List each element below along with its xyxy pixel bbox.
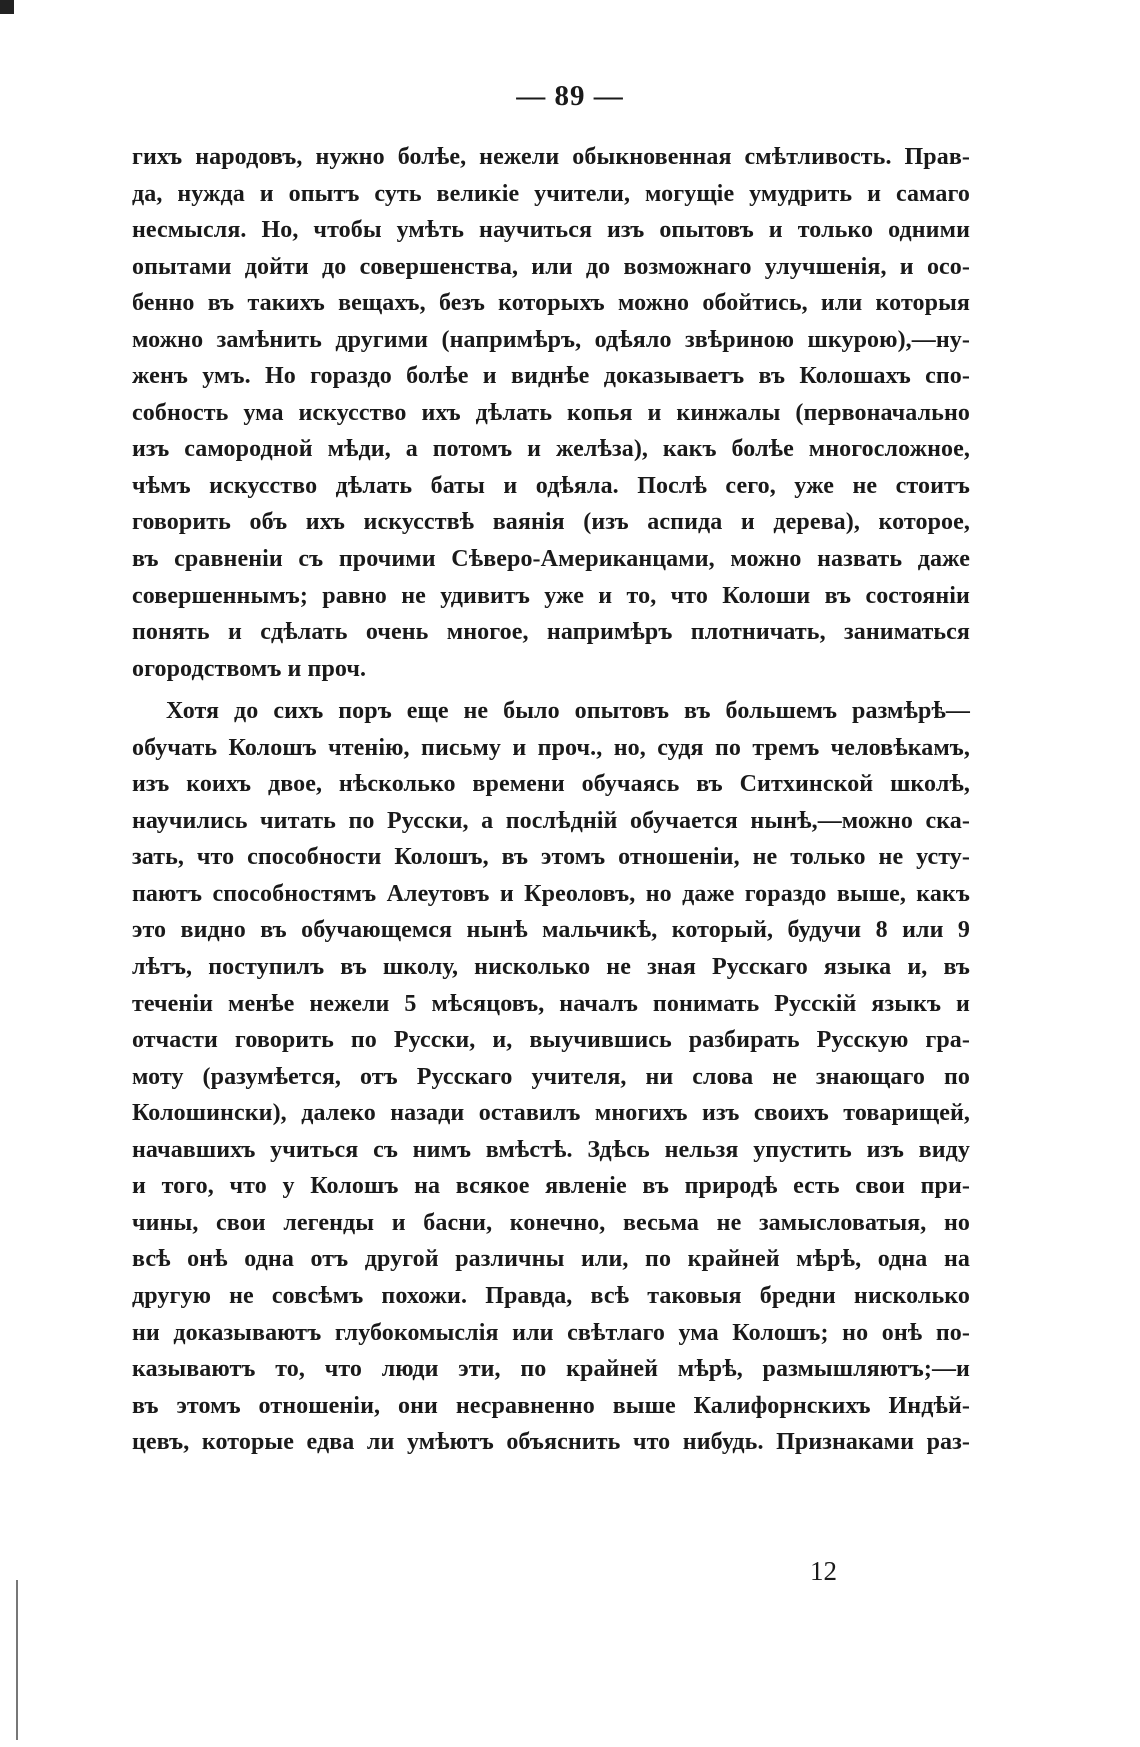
text-line: отчасти говорить по Русски, и, выучившись разбирать Русскую гра- [132, 1027, 970, 1054]
body-text [132, 139, 970, 1461]
page-number-header: — 89 — [516, 80, 624, 112]
text-line: Колошински), далеко назади оставилъ многихъ изъ своихъ товарищей, [132, 1100, 970, 1127]
text-line: это видно въ обучающемся нынѣ мальчикѣ, который, будучи 8 или 9 [132, 917, 970, 944]
text-line: паютъ способностямъ Алеутовъ и Креоловъ, но даже гораздо выше, какъ [132, 880, 970, 907]
text-line: женъ умъ. Но гораздо болѣе и виднѣе доказываетъ въ Колошахъ спо- [132, 363, 970, 390]
text-line: цевъ, которые едва ли умѣютъ объяснить что нибудь. Признаками раз- [132, 1429, 970, 1456]
text-line: изъ самородной мѣди, а потомъ и желѣза), какъ болѣе многосложное, [132, 436, 970, 463]
paragraph-2 [132, 693, 970, 1460]
text-line: Хотя до сихъ поръ еще не было опытовъ въ большемъ размѣрѣ— [166, 698, 970, 725]
text-line: казываютъ то, что люди эти, по крайней мѣрѣ, размышляютъ;—и [132, 1356, 970, 1383]
text-line: совершеннымъ; равно не удивитъ уже и то, что Колоши въ состояніи [132, 582, 970, 609]
text-line: въ этомъ отношеніи, они несравненно выше Калифорнскихъ Индѣй- [132, 1392, 970, 1419]
text-line: всѣ онѣ одна отъ другой различны или, по крайней мѣрѣ, одна на [132, 1246, 970, 1273]
text-line: изъ коихъ двое, нѣсколько времени обучаясь въ Ситхинской школѣ, [132, 771, 970, 798]
text-line: огородствомъ и проч. [132, 655, 367, 682]
text-line: чины, свои легенды и басни, конечно, весьма не замысловатыя, но [132, 1209, 970, 1236]
signature-mark: 12 [810, 1556, 837, 1586]
scan-corner-mark [0, 0, 14, 14]
text-line: научились читать по Русски, а послѣдній обучается нынѣ,—можно ска- [132, 807, 970, 834]
text-line: понять и сдѣлать очень многое, напримѣръ плотничать, заниматься [132, 619, 970, 646]
text-line: можно замѣнить другими (напримѣръ, одѣяло звѣриною шкурою),—ну- [132, 326, 970, 353]
text-line: лѣтъ, поступилъ въ школу, нисколько не зная Русскаго языка и, въ [132, 954, 970, 981]
text-line: другую не совсѣмъ похожи. Правда, всѣ таковыя бредни нисколько [132, 1282, 970, 1309]
text-line: и того, что у Колошъ на всякое явленіе въ природѣ есть свои при- [132, 1173, 970, 1200]
text-line: бенно въ такихъ вещахъ, безъ которыхъ можно обойтись, или которыя [132, 290, 970, 317]
text-line: теченіи менѣе нежели 5 мѣсяцовъ, началъ понимать Русскій языкъ и [132, 990, 970, 1017]
text-line: гихъ народовъ, нужно болѣе, нежели обыкновенная смѣтливость. Прав- [132, 144, 970, 170]
text-line: ни доказываютъ глубокомыслія или свѣтлаго ума Колошъ; но онѣ по- [132, 1319, 970, 1346]
text-line: моту (разумѣется, отъ Русскаго учителя, ни слова не знающаго по [132, 1063, 970, 1090]
text-line: да, нужда и опытъ суть великіе учители, могущіе умудрить и самаго [132, 180, 970, 207]
text-line: зать, что способности Колошъ, въ этомъ отношеніи, не только не усту- [132, 844, 970, 871]
text-line: въ сравненіи съ прочими Сѣверо-Американцами, можно назвать даже [132, 546, 970, 573]
text-line: говорить объ ихъ искусствѣ ваянія (изъ аспида и дерева), которое, [132, 509, 970, 536]
text-line: опытами дойти до совершенства, или до возможнаго улучшенія, и осо- [132, 253, 970, 280]
text-line: чѣмъ искусство дѣлать баты и одѣяла. Послѣ сего, уже не стоитъ [132, 472, 970, 499]
text-line: собность ума искусство ихъ дѣлать копья и кинжалы (первоначально [132, 399, 970, 426]
text-line: обучать Колошъ чтенію, письму и проч., но, судя по тремъ человѣкамъ, [132, 734, 970, 761]
paragraph-1 [132, 139, 970, 687]
scan-edge-line [16, 1580, 18, 1740]
text-line: начавшихъ учиться съ нимъ вмѣстѣ. Здѣсь нельзя упустить изъ виду [132, 1136, 970, 1163]
text-line: несмысля. Но, чтобы умѣть научиться изъ опытовъ и только одними [132, 217, 970, 244]
